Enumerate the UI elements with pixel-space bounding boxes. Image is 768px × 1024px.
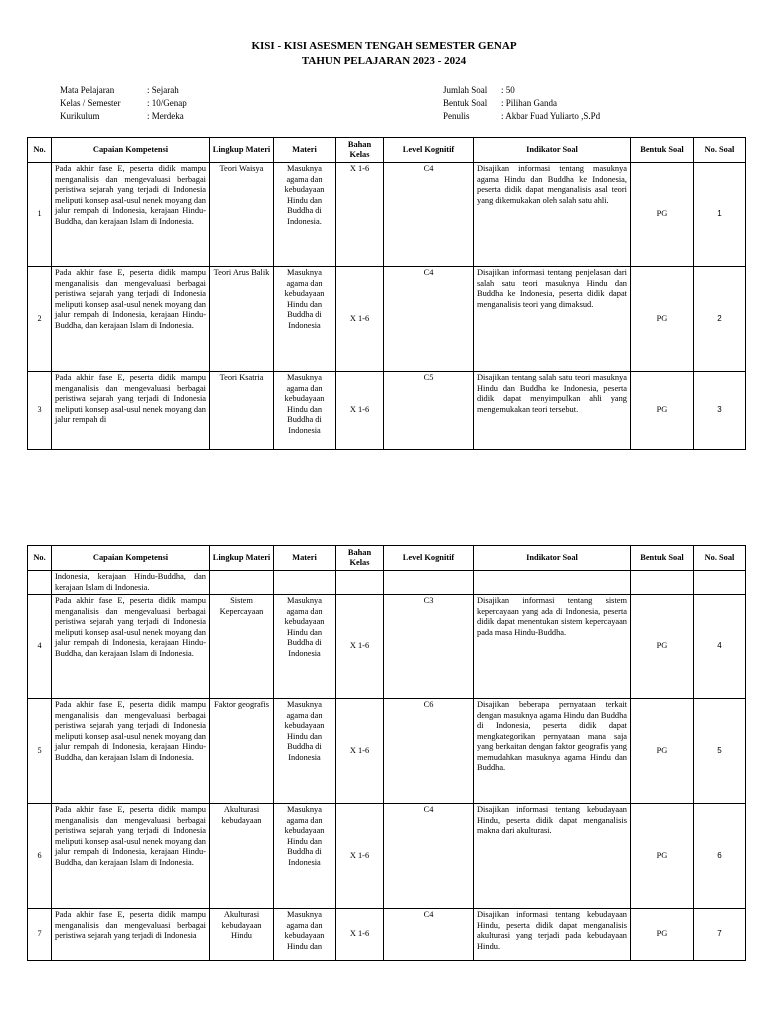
cell-nosoal: 6 [694,804,746,909]
cell-lingkup: Teori Arus Balik [210,267,274,372]
cell-bentuk: PG [631,163,694,267]
cell-lingkup: Faktor geografis [210,699,274,804]
cell-capaian: Pada akhir fase E, peserta didik mampu menganalisis dan mengevaluasi berbagai peristiwa sejarah yang terjadi di Indonesia meliputi konsep asal-usul nenek moyang dan jalur rempah di [52,372,210,450]
cell-no [28,571,52,595]
meta-row-class [60,97,187,110]
document-subtitle: TAHUN PELAJARAN 2023 - 2024 [301,55,467,67]
cell-lingkup: Teori Ksatria [210,372,274,450]
cell-bentuk [631,571,694,595]
cell-indikator: Disajikan informasi tentang sistem kepercayaan yang ada di Indonesia, peserta didik dapat menentukan sistem kepercayaan pada masa Hindu-Buddha. [474,595,631,699]
col-header-capaian: Capaian Kompetensi [52,546,210,571]
col-header-level: Level Kognitif [384,138,474,163]
cell-lingkup: Akulturasi kebudayaan Hindu [210,909,274,961]
col-header-lingkup: Lingkup Materi [210,546,274,571]
cell-indikator: Disajikan informasi tentang masuknya agama Hindu dan Buddha ke Indonesia, peserta didik dapat menganalisis asal teori yang dikemukakan oleh salah satu ahli. [474,163,631,267]
cell-bahan: X 1-6 [336,804,384,909]
cell-materi: Masuknya agama dan kebudayaan Hindu dan Buddha di Indonesia [274,804,336,909]
cell-level: C4 [384,163,474,267]
cell-no: 1 [28,163,52,267]
cell-level: C4 [384,804,474,909]
meta-value: : Merdeka [147,111,184,121]
cell-no: 6 [28,804,52,909]
cell-nosoal: 5 [694,699,746,804]
table-row [28,372,746,450]
table-row [28,804,746,909]
cell-nosoal: 1 [694,163,746,267]
cell-capaian: Pada akhir fase E, peserta didik mampu menganalisis dan mengevaluasi berbagai peristiwa sejarah yang terjadi di Indonesia meliputi konsep asal-usul nenek moyang dan jalur rempah di Indonesia, kerajaan Hindu-Buddha, dan kerajaan Islam di Indonesia. [52,267,210,372]
meta-value: : Sejarah [147,85,179,95]
cell-no: 4 [28,595,52,699]
cell-level: C3 [384,595,474,699]
cell-materi [274,571,336,595]
col-header-indikator: Indikator Soal [474,138,631,163]
cell-bentuk: PG [631,372,694,450]
meta-row-author [443,110,600,123]
meta-value: : 10/Genap [147,98,187,108]
cell-capaian: Pada akhir fase E, peserta didik mampu menganalisis dan mengevaluasi berbagai peristiwa sejarah yang terjadi di Indonesia meliputi konsep asal-usul nenek moyang dan jalur rempah di Indonesia, kerajaan Hindu-Buddha, dan kerajaan Islam di Indonesia. [52,163,210,267]
cell-materi: Masuknya agama dan kebudayaan Hindu dan Buddha di Indonesia. [274,163,336,267]
meta-row-curriculum [60,110,187,123]
meta-value: : Akbar Fuad Yuliarto ,S.Pd [501,111,601,121]
cell-level: C6 [384,699,474,804]
cell-level: C4 [384,267,474,372]
meta-key: Jumlah Soal [443,85,488,95]
cell-indikator: Disajikan beberapa pernyataan terkait dengan masuknya agama Hindu dan Buddha di Indonesia, peserta didik dapat mengkategorikan pernyataan mana saja yang berkaitan dengan faktor geografis yang memudahkan masuknya agama Hindu dan Buddha. [474,699,631,804]
cell-no: 2 [28,267,52,372]
meta-row-question-count [443,84,600,97]
col-header-no: No. [28,546,52,571]
meta-left [60,84,187,123]
meta-value: : Pilihan Ganda [501,98,557,108]
meta-key: Bentuk Soal [443,98,488,108]
meta-row-question-type [443,97,600,110]
cell-bentuk: PG [631,595,694,699]
cell-lingkup: Teori Waisya [210,163,274,267]
cell-indikator: Disajikan informasi tentang kebudayaan Hindu, peserta didik dapat menganalisis akulturasi yang terjadi pada kebudayaan Hindu. [474,909,631,961]
meta-key: Penulis [443,111,470,121]
cell-nosoal: 4 [694,595,746,699]
cell-bentuk: PG [631,699,694,804]
meta-row-subject [60,84,187,97]
table-row [28,595,746,699]
cell-level: C5 [384,372,474,450]
cell-nosoal: 2 [694,267,746,372]
cell-lingkup [210,571,274,595]
meta-key: Mata Pelajaran [60,85,115,95]
table-header-row [28,546,746,571]
cell-bahan: X 1-6 [336,372,384,450]
cell-nosoal: 7 [694,909,746,961]
cell-level [384,571,474,595]
table-header-row [28,138,746,163]
cell-level: C4 [384,909,474,961]
col-header-bahan: Bahan Kelas [336,138,384,163]
cell-materi: Masuknya agama dan kebudayaan Hindu dan Buddha di Indonesia [274,699,336,804]
col-header-no: No. [28,138,52,163]
table-row [28,909,746,961]
cell-capaian: Pada akhir fase E, peserta didik mampu menganalisis dan mengevaluasi berbagai peristiwa sejarah yang terjadi di Indonesia meliputi konsep asal-usul nenek moyang dan jalur rempah di Indonesia, kerajaan Hindu-Buddha, dan kerajaan Islam di Indonesia. [52,804,210,909]
cell-no: 7 [28,909,52,961]
col-header-lingkup: Lingkup Materi [210,138,274,163]
cell-bahan: X 1-6 [336,163,384,267]
cell-bahan: X 1-6 [336,595,384,699]
col-header-nosoal: No. Soal [694,546,746,571]
col-header-bentuk: Bentuk Soal [631,138,694,163]
col-header-indikator: Indikator Soal [474,546,631,571]
col-header-materi: Materi [274,138,336,163]
col-header-level: Level Kognitif [384,546,474,571]
cell-capaian: Pada akhir fase E, peserta didik mampu menganalisis dan mengevaluasi berbagai peristiwa sejarah yang terjadi di Indonesia meliputi konsep asal-usul nenek moyang dan jalur rempah di Indonesia, kerajaan Hindu-Buddha, dan kerajaan Islam di Indonesia. [52,595,210,699]
cell-capaian: Pada akhir fase E, peserta didik mampu menganalisis dan mengevaluasi berbagai peristiwa sejarah yang terjadi di Indonesia [52,909,210,961]
cell-bentuk: PG [631,804,694,909]
cell-bentuk: PG [631,909,694,961]
meta-key: Kurikulum [60,111,100,121]
cell-capaian: Indonesia, kerajaan Hindu-Buddha, dan kerajaan Islam di Indonesia. [52,571,210,595]
cell-materi: Masuknya agama dan kebudayaan Hindu dan Buddha di Indonesia [274,267,336,372]
cell-lingkup: Akulturasi kebudayaan [210,804,274,909]
kisi-table-page2 [27,545,746,961]
cell-indikator: Disajikan informasi tentang penjelasan dari salah satu teori masuknya Hindu dan Buddha ke Indonesia, peserta didik dapat menganalisis teori yang dimaksud. [474,267,631,372]
col-header-bentuk: Bentuk Soal [631,546,694,571]
table-row [28,163,746,267]
cell-bahan: X 1-6 [336,909,384,961]
col-header-nosoal: No. Soal [694,138,746,163]
cell-bentuk: PG [631,267,694,372]
cell-bahan [336,571,384,595]
meta-right [443,84,600,123]
table-row [28,699,746,804]
table-row-continuation [28,571,746,595]
document-title: KISI - KISI ASESMEN TENGAH SEMESTER GENAP [251,40,517,52]
meta-key: Kelas / Semester [60,98,121,108]
cell-no: 3 [28,372,52,450]
cell-capaian: Pada akhir fase E, peserta didik mampu menganalisis dan mengevaluasi berbagai peristiwa sejarah yang terjadi di Indonesia meliputi konsep asal-usul nenek moyang dan jalur rempah di Indonesia, kerajaan Hindu-Buddha, dan kerajaan Islam di Indonesia. [52,699,210,804]
col-header-capaian: Capaian Kompetensi [52,138,210,163]
cell-materi: Masuknya agama dan kebudayaan Hindu dan Buddha di Indonesia [274,595,336,699]
cell-bahan: X 1-6 [336,267,384,372]
cell-nosoal: 3 [694,372,746,450]
col-header-materi: Materi [274,546,336,571]
kisi-table-page1 [27,137,746,450]
cell-lingkup: Sistem Kepercayaan [210,595,274,699]
col-header-bahan: Bahan Kelas [336,546,384,571]
cell-no: 5 [28,699,52,804]
cell-bahan: X 1-6 [336,699,384,804]
cell-indikator: Disajikan tentang salah satu teori masuknya Hindu dan Buddha ke Indonesia, peserta didik dapat menyimpulkan ahli yang mengemukakan teori tersebut. [474,372,631,450]
cell-materi: Masuknya agama dan kebudayaan Hindu dan Buddha di Indonesia [274,372,336,450]
cell-materi: Masuknya agama dan kebudayaan Hindu dan [274,909,336,961]
table-row [28,267,746,372]
cell-nosoal [694,571,746,595]
meta-value: : 50 [501,85,515,95]
cell-indikator: Disajikan informasi tentang kebudayaan Hindu, peserta didik dapat menganalisis makna dari akulturasi. [474,804,631,909]
cell-indikator [474,571,631,595]
